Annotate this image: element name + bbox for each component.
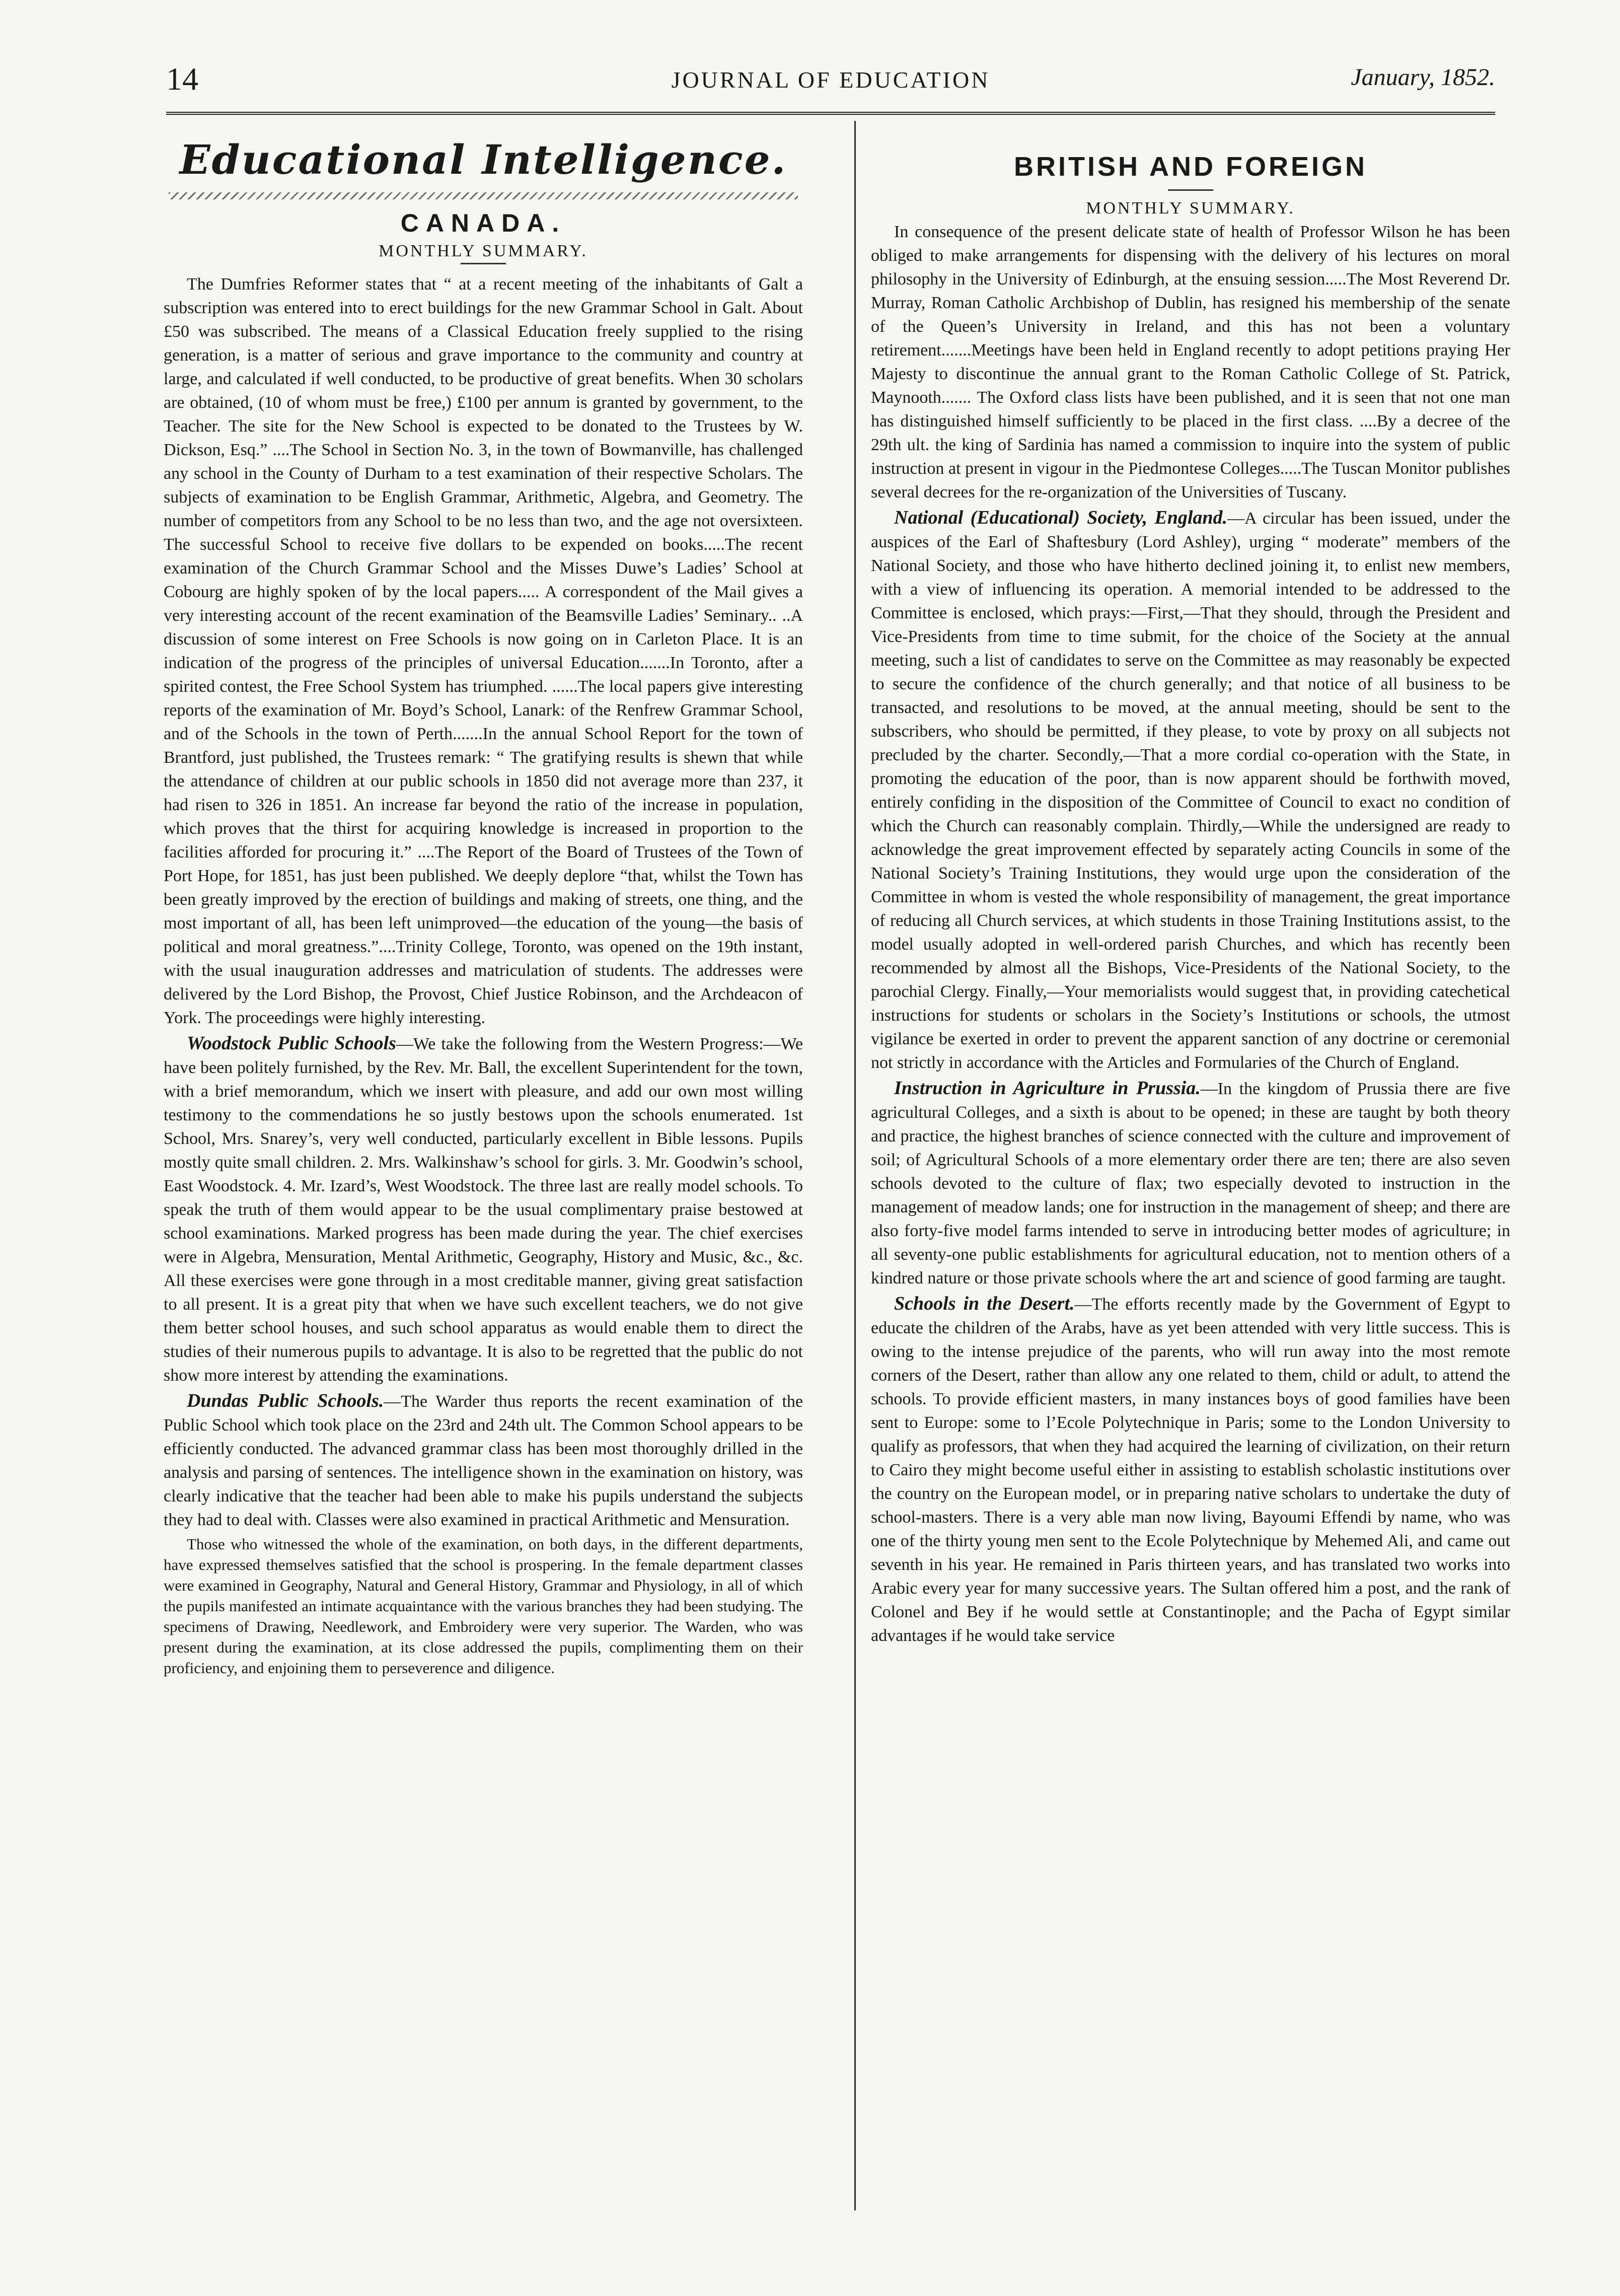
page-number: 14 — [166, 61, 198, 97]
column-divider — [854, 121, 856, 2210]
desert-lead: Schools in the Desert. — [894, 1293, 1075, 1314]
bf-monthly-summary: MONTHLY SUMMARY. — [1086, 199, 1295, 218]
desert-article — [871, 1292, 1510, 1647]
canada-monthly-summary: MONTHLY SUMMARY. — [379, 242, 588, 260]
british-foreign-heading: BRITISH AND FOREIGN — [1014, 152, 1367, 182]
left-column — [164, 131, 803, 2220]
dundas-article — [164, 1389, 803, 1532]
dundas-small-print: Those who witnessed the whole of the examination, on both days, in the different departments, have expressed themselves satisfied that the school is prospering. In the female department classes were examined in Geography, Natural and General History, Grammar and Physiology, in all of which the pupils manifested an intimate acquaintance with the various branches they had been studying. The specimens of Drawing, Needlework, and Embroidery were very superior. The Warden, who was present during the examination, at its close addressed the pupils, complimenting them on their proficiency, and enjoining them to perseverence and diligence. — [164, 1535, 803, 1677]
woodstock-article — [164, 1032, 803, 1387]
dundas-text: —The Warder thus reports the recent examination of the Public School which took place on the 23rd and 24th ult. The Common School appears to be efficiently conducted. The advanced grammar class has been most thoroughly drilled in the analysis and parsing of sentences. The intelligence shown in the examination on history, was clearly indicative that the teacher had been able to make his pupils understand the subjects they had to deal with. Classes were also examined in practical Arithmetic and Mensuration. — [164, 1392, 803, 1529]
national-society-text: —A circular has been issued, under the auspices of the Earl of Shaftesbury (Lord Ashley), urging “ moderate” members of the National Society, and those who have hitherto declined joining it, to enlist new members, with a view of influencing its operation. A memorial intended to be addressed to the Committee is enclosed, which prays:—First,—That they should, through the President and Vice-Presidents from time to time submit, for the choice of the Society at the annual meeting, such a list of candidates to serve on the Committee as may reasonably be expected to secure the confidence of the church generally; and that notice of all business to be transacted, and resolutions to be moved, at the annual meeting, should be sent to the subscribers, who should be permitted, if they please, to vote by proxy on all subjects not precluded by the charter. Secondly,—That a more cordial co-operation with the State, in promoting the education of the poor, than is now apparent should be forthwith moved, entirely confiding in the disposition of the Committee of Council to exact no condition of which the Church can reasonably complain. Thirdly,—While the undersigned are ready to acknowledge the great improvement effected by separately acting Councils in some of the National Society’s Training Institutions, they would urge upon the consideration of the Committee in whom is vested the whole responsibility of management, the great importance of reducing all Church services, at which students in those Training Institutions assist, to the model usually adopted in well-ordered parish Churches, and which has recently been recommended by almost all the Bishops, Vice-Presidents of the National Society, to the parochial Clergy. Finally,—Your memorialists would suggest that, in providing catechetical instructions for students or scholars in the Society’s Institutions or schools, the utmost vigilance be exerted in order to prevent the apparent sanction of any doctrine or ceremonial not strictly in accordance with the Articles and Formularies of the Church of England. — [871, 509, 1510, 1072]
woodstock-text: —We take the following from the Western Progress:—We have been politely furnished, by the Rev. Mr. Ball, the excellent Superintendent for the town, with a brief memorandum, which we insert with pleasure, and add our own most willing testimony to the commendations he so justly bestows upon the schools enumerated. 1st School, Mrs. Snarey’s, very well conducted, particularly excellent in Bible lessons. Pupils mostly quite small children. 2. Mrs. Walkinshaw’s school for girls. 3. Mr. Goodwin’s school, East Woodstock. 4. Mr. Izard’s, West Woodstock. The three last are really model schools. To speak the truth of them would appear to be the usual complimentary praise bestowed at school examinations. Marked progress has been made during the year. The chief exercises were in Algebra, Mensuration, Mental Arithmetic, Geography, History and Music, &c., &c. All these exercises were gone through in a most creditable manner, giving great satisfaction to all present. It is a great pity that when we have such excellent teachers, we do not give them better school houses, and such school apparatus as would enable them to direct the studies of their numerous pupils to advantage. It is also to be regretted that the public do not show more interest by attending the examinations. — [164, 1035, 803, 1385]
short-rule — [461, 263, 506, 264]
header-rule — [166, 112, 1495, 115]
woodstock-lead: Woodstock Public Schools — [187, 1033, 396, 1054]
right-column — [871, 131, 1510, 2220]
ornamental-rule — [169, 192, 798, 199]
national-society-article — [871, 506, 1510, 1074]
national-society-lead: National (Educational) Society, England. — [894, 507, 1228, 528]
short-rule-right — [1168, 189, 1213, 191]
canada-heading: CANADA. — [400, 209, 566, 237]
canada-summary-text: The Dumfries Reformer states that “ at a recent meeting of the inhabitants of Galt a subscription was entered into to erect buildings for the new Grammar School in Galt. About £50 was subscribed. The means of a Classical Education freely supplied to the rising generation, is a matter of serious and grave importance to the community and country at large, and calculated if well conducted, to be productive of great benefits. When 30 scholars are obtained, (10 of whom must be free,) £100 per annum is granted by government, to the Teacher. The site for the New School is expected to be donated to the Trustees by W. Dickson, Esq.” ....The School in Section No. 3, in the town of Bowmanville, has challenged any school in the County of Durham to a test examination of their respective Scholars. The subjects of examination to be English Grammar, Arithmetic, Algebra, and Geometry. The number of competitors from any School to be no less than two, and the age not oversixteen. The successful School to receive five dollars to be expended on books.....The recent examination of the Church Grammar School and the Misses Duwe’s Ladies’ School at Cobourg are highly spoken of by the local papers..... A correspondent of the Mail gives a very interesting account of the recent examination of the Beamsville Ladies’ Seminary.. ..A discussion of some interest on Free Schools is now going on in Carleton Place. It is an indication of the progress of the principles of universal Education.......In Toronto, after a spirited contest, the Free School System has triumphed. ......The local papers give interesting reports of the examination of Mr. Boyd’s School, Lanark: of the Renfrew Grammar School, and of the Schools in the town of Perth.......In the annual School Report for the town of Brantford, just published, the Trustees remark: “ The gratifying results is shewn that while the attendance of children at our public schools in 1850 did not average more than 237, it had risen to 326 in 1851. An increase far beyond the ratio of the increase in population, which proves that the thirst for acquiring knowledge is increased in proportion to the facilities afforded for procuring it.” ....The Report of the Board of Trustees of the Town of Port Hope, for 1851, has just been published. We deeply deplore “that, whilst the Town has been greatly improved by the erection of buildings and making of streets, one thing, and the most important of all, has been left unimproved—the education of the young—the basis of political and moral greatness.”....Trinity College, Toronto, was opened on the 19th instant, with the usual inauguration addresses and matriculation of students. The addresses were delivered by the Lord Bishop, the Provost, Chief Justice Robinson, and the Archdeacon of York. The proceedings were highly interesting. — [164, 275, 803, 1027]
prussia-article — [871, 1077, 1510, 1290]
dundas-lead: Dundas Public Schools. — [187, 1390, 384, 1411]
prussia-lead: Instruction in Agriculture in Prussia. — [894, 1078, 1201, 1099]
prussia-text: —In the kingdom of Prussia there are five agricultural Colleges, and a sixth is about to be opened; in these are taught by both theory and practice, the highest branches of science connected with the culture and improvement of soil; of Agricultural Schools of a more elementary order there are ten; there are also seven schools devoted to the culture of flax; two especially devoted to instruction in the management of meadow lands; one for instruction in the management of sheep; and there are also forty-five model farms intended to serve in introducing better modes of agriculture; in all seventy-one public establishments for agricultural education, not to mention others of a kindred nature or those private schools where the art and science of good farming are taught. — [871, 1080, 1510, 1287]
issue-date: January, 1852. — [1351, 64, 1495, 91]
journal-title: JOURNAL OF EDUCATION — [671, 67, 990, 93]
desert-text: —The efforts recently made by the Government of Egypt to educate the children of the Arabs, have as yet been attended with very little success. This is owing to the intense prejudice of the parents, who will run away into the most remote corners of the Desert, rather than allow any one related to them, child or adult, to attend the schools. To provide efficient masters, in many instances boys of good families have been sent to Europe: some to l’Ecole Polytechnique in Paris; some to the London University to qualify as professors, that when they had acquired the learning of civilization, on their return to Cairo they might become useful either in assisting to establish scholastic institutions over the country on the European model, or in preparing native scholars to undertake the duty of school-masters. There is a very able man now living, Bayoumi Effendi by name, who was one of the thirty young men sent to the Ecole Polytechnique by Mehemed Ali, and came out seventh in his year. He remained in Paris thirteen years, and has translated two works into Arabic every year for many successive years. The Sultan offered him a post, and the rank of Colonel and Bey if he would settle at Constantinople; and the Pacha of Egypt similar advantages if he would take service — [871, 1295, 1510, 1645]
running-head — [166, 60, 1495, 101]
bf-summary-text: In consequence of the present delicate state of health of Professor Wilson he has been obliged to make arrangements for dispensing with the delivery of his lectures on moral philosophy in the University of Edinburgh, at the ensuing session.....The Most Reverend Dr. Murray, Roman Catholic Archbishop of Dublin, has resigned his membership of the senate of the Queen’s University in Ireland, and this has not been a voluntary retirement.......Meetings have been held in England recently to adopt petitions praying Her Majesty to discontinue the annual grant to the Roman Catholic College of St. Patrick, Maynooth....... The Oxford class lists have been published, and it is seen that not one man has distinguished himself sufficiently to be placed in the first class. ....By a decree of the 29th ult. the king of Sardinia has named a commission to inquire into the system of public instruction at present in vigour in the Piedmontese Colleges.....The Tuscan Monitor publishes several decrees for the re-organization of the Universities of Tuscany. — [871, 223, 1510, 501]
educational-intelligence-heading: Educational Intelligence. — [179, 136, 787, 183]
